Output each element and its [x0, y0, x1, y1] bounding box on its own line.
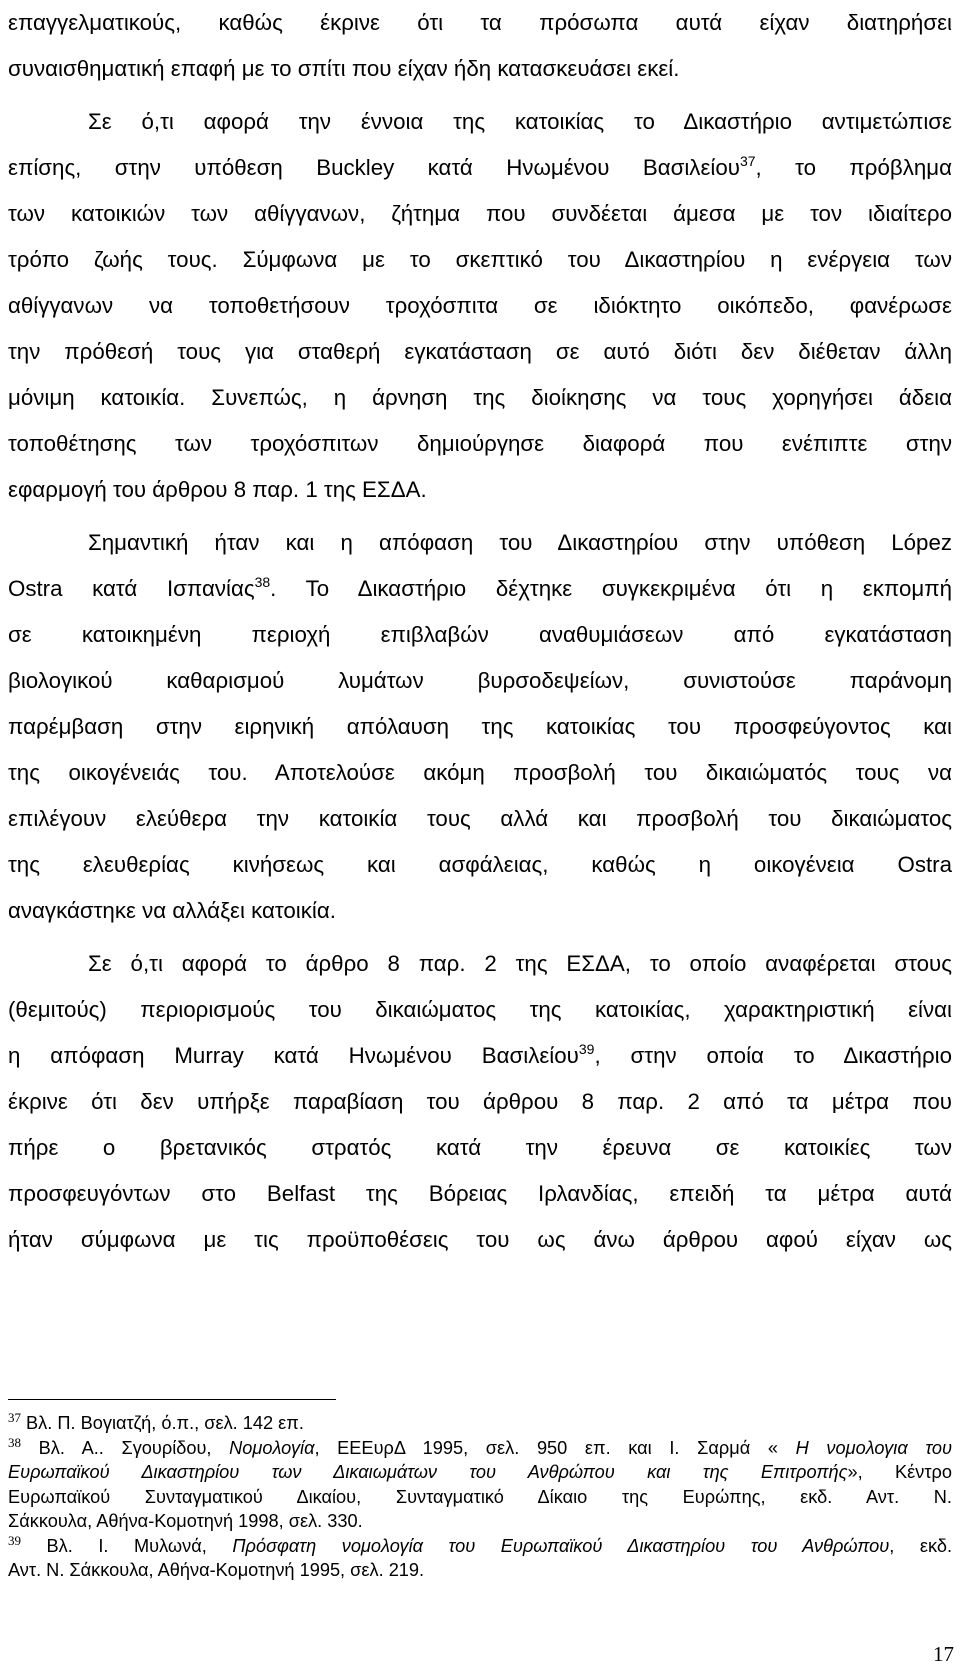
body-line: προσφευγόντων στο Belfast της Βόρειας Ιρλανδίας, επειδή τα μέτρα αυτά [8, 1181, 952, 1206]
body-line-text: Ostra κατά Ισπανίας [8, 576, 255, 601]
footnote-38-line-2 [8, 1460, 952, 1485]
body-line: πήρε ο βρετανικός στρατός κατά την έρευνα σε κατοικίες των [8, 1135, 952, 1160]
footnote-37 [8, 1411, 952, 1436]
footnote-italic-text: Ευρωπαϊκού Δικαστηρίου των Δικαιωμάτων του Ανθρώπου και της Επιτροπής [8, 1462, 848, 1482]
body-line: ήταν σύμφωνα με τις προϋποθέσεις του ως άνω άρθρου αφού είχαν ως [8, 1227, 952, 1252]
footnote-number: 37 [8, 1410, 21, 1425]
footnote-text: Βλ. Α.. Σγουρίδου, [21, 1437, 230, 1458]
footnote-number: 39 [8, 1532, 21, 1548]
body-line: Σημαντική ήταν και η απόφαση του Δικαστηρίου στην υπόθεση López [88, 530, 952, 555]
body-line: την πρόθεσή τους για σταθερή εγκατάσταση σε αυτό διότι δεν διέθεταν άλλη [8, 339, 952, 364]
footnote-reference: 38 [254, 574, 271, 590]
footnote-text: Βλ. Ι. Μυλωνά, [21, 1535, 233, 1556]
body-line: της οικογένειάς του. Αποτελούσε ακόμη προσβολή του δικαιώματός τους να [8, 760, 952, 785]
body-line: τρόπο ζωής τους. Σύμφωνα με το σκεπτικό του Δικαστηρίου η ενέργεια των [8, 247, 952, 272]
body-line: σε κατοικημένη περιοχή επιβλαβών αναθυμιάσεων από εγκατάσταση [8, 622, 952, 647]
footnote-39-line-2: Αντ. Ν. Σάκκουλα, Αθήνα-Κομοτηνή 1995, σελ. 219. [8, 1560, 425, 1580]
body-line: εφαρμογή του άρθρου 8 παρ. 1 της ΕΣΔΑ. [8, 477, 427, 502]
body-line: έκρινε ότι δεν υπήρξε παραβίαση του άρθρου 8 παρ. 2 από τα μέτρα που [8, 1089, 952, 1114]
footnote-text: Βλ. Π. Βογιατζή, ό.π., σελ. 142 επ. [21, 1413, 304, 1433]
footnote-italic-text: Η νομολογια του [777, 1437, 952, 1458]
body-line: τοποθέτησης των τροχόσπιτων δημιούργησε διαφορά που ενέπιπτε στην [8, 431, 952, 456]
body-line: παρέμβαση στην ειρηνική απόλαυση της κατοικίας του προσφεύγοντος και [8, 714, 952, 739]
body-line: επιλέγουν ελεύθερα την κατοικία τους αλλά και προσβολή του δικαιώματος [8, 806, 952, 831]
body-line: επαγγελματικούς, καθώς έκρινε ότι τα πρόσωπα αυτά είχαν διατηρήσει [8, 10, 952, 35]
body-line: αθίγγανων να τοποθετήσουν τροχόσπιτα σε ιδιόκτητο οικόπεδο, φανέρωσε [8, 293, 952, 318]
footnote-39-line-1 [8, 1534, 952, 1559]
body-line-text: , το πρόβλημα [755, 155, 952, 180]
body-line-text: . Το Δικαστήριο δέχτηκε συγκεκριμένα ότι η εκπομπή [270, 576, 952, 601]
body-line [8, 566, 952, 612]
footnote-38-line-4: Σάκκουλα, Αθήνα-Κομοτηνή 1998, σελ. 330. [8, 1511, 363, 1531]
footnote-text: , ΕΕΕυρΔ 1995, σελ. 950 επ. και Ι. Σαρμά « [314, 1437, 778, 1458]
footnote-italic-text: Νομολογία [229, 1437, 315, 1458]
body-line [8, 145, 952, 191]
page-number: 17 [933, 1642, 954, 1666]
body-line-text: επίσης, στην υπόθεση Buckley κατά Ηνωμένου Βασιλείου [8, 155, 740, 180]
footnote-38-line-1 [8, 1436, 952, 1461]
footnote-number: 38 [8, 1434, 21, 1450]
body-line: της ελευθερίας κινήσεως και ασφάλειας, καθώς η οικογένεια Ostra [8, 852, 952, 877]
footnote-italic-text: Πρόσφατη νομολογία του Ευρωπαϊκού Δικαστηρίου του Ανθρώπου [232, 1535, 890, 1556]
body-line-text: η απόφαση Murray κατά Ηνωμένου Βασιλείου [8, 1043, 579, 1068]
footnote-text: », Κέντρο [847, 1462, 952, 1482]
body-line: αναγκάστηκε να αλλάξει κατοικία. [8, 898, 336, 923]
body-line: βιολογικού καθαρισμού λυμάτων βυρσοδεψείων, συνιστούσε παράνομη [8, 668, 952, 693]
body-line: Σε ό,τι αφορά την έννοια της κατοικίας το Δικαστήριο αντιμετώπισε [88, 109, 952, 134]
footnote-separator [8, 1399, 336, 1400]
body-line: (θεμιτούς) περιορισμούς του δικαιώματος της κατοικίας, χαρακτηριστική είναι [8, 997, 952, 1022]
body-line-text: , στην οποία το Δικαστήριο [594, 1043, 952, 1068]
footnote-38-line-3: Ευρωπαϊκού Συνταγματικού Δικαίου, Συνταγματικό Δίκαιο της Ευρώπης, εκδ. Αντ. Ν. [8, 1486, 952, 1507]
footnote-text: , εκδ. [889, 1535, 953, 1556]
body-line: των κατοικιών των αθίγγανων, ζήτημα που συνδέεται άμεσα με τον ιδιαίτερο [8, 201, 952, 226]
body-line [8, 1033, 952, 1079]
body-line: μόνιμη κατοικία. Συνεπώς, η άρνηση της διοίκησης να τους χορηγήσει άδεια [8, 385, 952, 410]
footnote-reference: 39 [578, 1041, 595, 1057]
body-line: συναισθηματική επαφή με το σπίτι που είχαν ήδη κατασκευάσει εκεί. [8, 56, 680, 81]
footnote-reference: 37 [739, 153, 756, 169]
body-line: Σε ό,τι αφορά το άρθρο 8 παρ. 2 της ΕΣΔΑ, το οποίο αναφέρεται στους [88, 951, 952, 976]
